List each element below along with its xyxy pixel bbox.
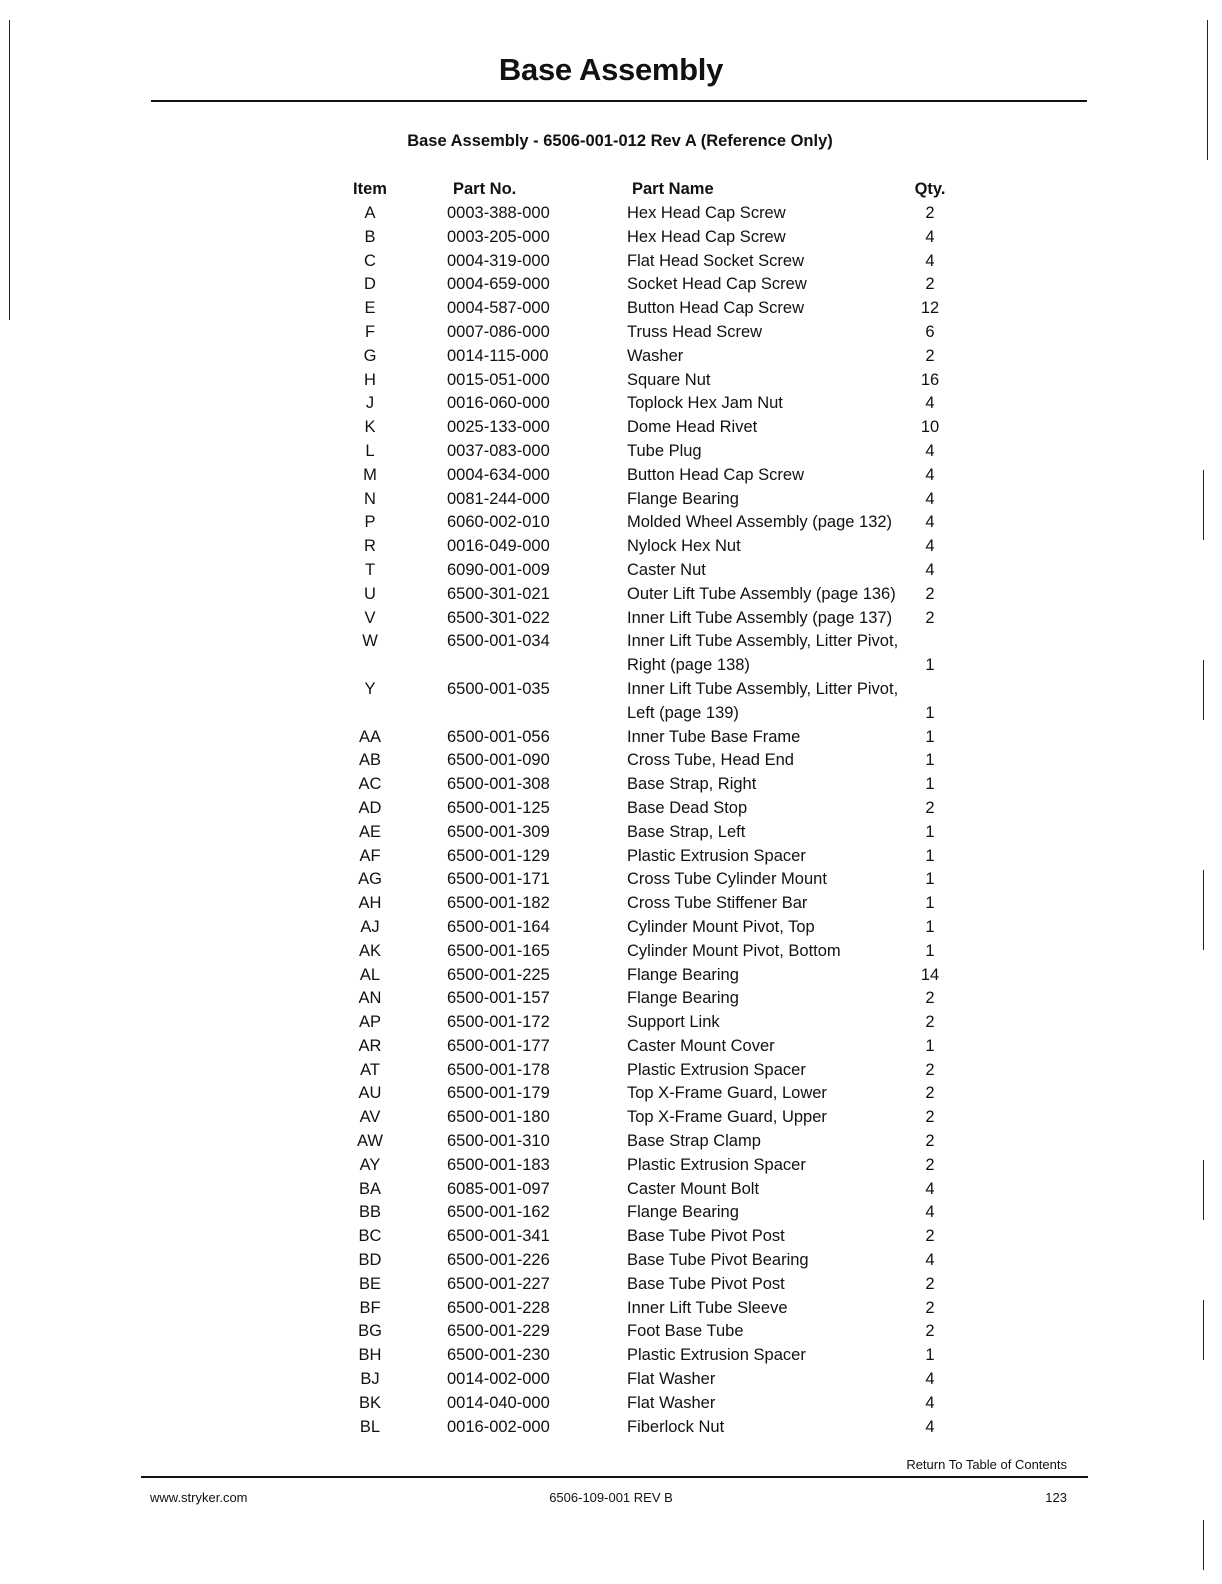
table-row: [0, 989, 1222, 1013]
cell-part-name: Fiberlock Nut: [627, 1417, 725, 1436]
cell-part-no: 0037-083-000: [447, 441, 550, 460]
table-row: [0, 728, 1222, 752]
cell-part-no: 6500-001-341: [447, 1227, 550, 1246]
cell-part-no: 6500-001-179: [447, 1084, 550, 1103]
cell-item: BE: [358, 1274, 381, 1293]
cell-part-name: Base Strap, Left: [627, 822, 746, 841]
cell-item: E: [364, 299, 376, 318]
table-row: [0, 561, 1222, 585]
cell-item: BA: [358, 1179, 381, 1198]
cell-qty: 4: [925, 1370, 935, 1389]
cell-qty: 1: [925, 941, 935, 960]
cell-qty: 12: [920, 299, 940, 318]
cell-qty: 1: [925, 751, 935, 770]
cell-part-no: 6500-001-180: [447, 1108, 550, 1127]
table-row: [0, 942, 1222, 966]
cell-part-no: 6060-002-010: [447, 513, 550, 532]
cell-part-name: Caster Mount Bolt: [627, 1179, 760, 1198]
cell-item: G: [363, 346, 377, 365]
cell-item: AG: [358, 870, 382, 889]
cell-part-no: 6500-001-309: [447, 822, 550, 841]
cell-qty: 4: [925, 1417, 935, 1436]
cell-item: BL: [359, 1417, 381, 1436]
cell-part-name: Truss Head Screw: [627, 322, 763, 341]
cell-part-name: Toplock Hex Jam Nut: [627, 394, 783, 413]
cell-item: N: [364, 489, 376, 508]
cell-part-no: 0004-659-000: [447, 275, 550, 294]
cell-item: AL: [359, 965, 381, 984]
cell-part-name: Hex Head Cap Screw: [627, 227, 786, 246]
cell-qty: 6: [925, 322, 935, 341]
cell-qty: 2: [925, 798, 935, 817]
cell-part-no: 6500-001-056: [447, 727, 550, 746]
cell-item: M: [363, 465, 377, 484]
cell-part-name: Base Strap Clamp: [627, 1132, 761, 1151]
cell-item: V: [364, 608, 376, 627]
scan-edge-mark: [1203, 870, 1204, 950]
column-header-part-name: Part Name: [632, 180, 714, 198]
cell-part-no: 6500-001-183: [447, 1155, 550, 1174]
cell-part-name: Base Strap, Right: [627, 775, 757, 794]
cell-part-no: 6500-001-129: [447, 846, 550, 865]
cell-part-name: Foot Base Tube: [627, 1322, 744, 1341]
cell-item: R: [364, 537, 376, 556]
cell-part-name: Cross Tube Cylinder Mount: [627, 870, 827, 889]
cell-part-name: Top X-Frame Guard, Upper: [627, 1108, 827, 1127]
cell-item: A: [364, 204, 376, 222]
table-row: [0, 252, 1222, 276]
cell-item: T: [364, 560, 376, 579]
cell-item: BD: [358, 1251, 382, 1270]
cell-part-name: Flange Bearing: [627, 965, 739, 984]
cell-part-no: 6085-001-097: [447, 1179, 550, 1198]
cell-qty: 10: [920, 418, 940, 437]
cell-part-no: 6500-001-090: [447, 751, 550, 770]
cell-qty: 1: [925, 775, 935, 794]
return-to-toc-link[interactable]: Return To Table of Contents: [906, 1457, 1067, 1472]
table-row: [0, 537, 1222, 561]
table-row: [0, 442, 1222, 466]
cell-part-name: Base Tube Pivot Post: [627, 1227, 785, 1246]
cell-part-name: Flange Bearing: [627, 489, 739, 508]
cell-item: C: [364, 251, 376, 270]
column-header-part-no: Part No.: [453, 180, 517, 198]
table-row: [0, 371, 1222, 395]
cell-item: AR: [358, 1036, 382, 1055]
cell-part-name: Caster Nut: [627, 560, 706, 579]
table-row: [0, 1370, 1222, 1394]
cell-part-no: 6500-001-177: [447, 1036, 550, 1055]
cell-part-name: Hex Head Cap Screw: [627, 204, 786, 222]
cell-part-name: Flat Washer: [627, 1370, 716, 1389]
cell-qty: 2: [925, 1298, 935, 1317]
cell-part-no: 0014-040-000: [447, 1393, 550, 1412]
column-header-item: Item: [353, 180, 387, 198]
cell-part-no: 0003-205-000: [447, 227, 550, 246]
cell-part-no: 6500-001-157: [447, 989, 550, 1008]
cell-qty: 4: [925, 1179, 935, 1198]
cell-part-name: Inner Lift Tube Assembly (page 137): [627, 608, 893, 627]
table-row: [0, 1132, 1222, 1156]
cell-qty: 2: [925, 1084, 935, 1103]
table-row: [0, 799, 1222, 823]
table-row: [0, 418, 1222, 442]
cell-qty: 2: [925, 1274, 935, 1293]
cell-qty: 2: [925, 275, 935, 294]
cell-part-name: Plastic Extrusion Spacer: [627, 1346, 806, 1365]
cell-item: J: [365, 394, 375, 413]
cell-part-name: Cross Tube Stiffener Bar: [627, 894, 808, 913]
cell-part-no: 6500-001-310: [447, 1132, 550, 1151]
table-row: [0, 1108, 1222, 1132]
cell-qty: 1: [925, 870, 935, 889]
table-row: [0, 1037, 1222, 1061]
cell-item: H: [364, 370, 376, 389]
table-row: [0, 775, 1222, 799]
cell-qty: 4: [925, 1203, 935, 1222]
cell-item: AJ: [360, 917, 380, 936]
cell-item: BG: [358, 1322, 382, 1341]
cell-qty: 1: [925, 846, 935, 865]
cell-part-no: 0004-587-000: [447, 299, 550, 318]
table-row: [0, 323, 1222, 347]
cell-part-no: 0007-086-000: [447, 322, 550, 341]
cell-item: AK: [358, 941, 381, 960]
table-row: [0, 1251, 1222, 1275]
table-row: [0, 275, 1222, 299]
cell-qty: 14: [920, 965, 940, 984]
cell-part-no: 6500-001-164: [447, 917, 550, 936]
table-row: [0, 513, 1222, 537]
cell-part-name: Plastic Extrusion Spacer: [627, 846, 806, 865]
cell-item: Y: [364, 679, 376, 698]
cell-qty: 4: [925, 227, 935, 246]
cell-item: AP: [358, 1013, 381, 1032]
cell-part-no: 0081-244-000: [447, 489, 550, 508]
table-row: [0, 1203, 1222, 1227]
cell-qty: 2: [925, 204, 935, 222]
cell-qty: 2: [925, 608, 935, 627]
cell-qty: 1: [925, 703, 935, 722]
cell-part-name: Inner Lift Tube Assembly, Litter Pivot,: [627, 679, 899, 698]
cell-qty: 4: [925, 560, 935, 579]
cell-item: BB: [358, 1203, 381, 1222]
cell-qty: 2: [925, 1132, 935, 1151]
scan-edge-mark: [1203, 1160, 1204, 1220]
table-row: [0, 1084, 1222, 1108]
table-row: [0, 1346, 1222, 1370]
cell-part-no: 6500-001-227: [447, 1274, 550, 1293]
cell-part-name: Plastic Extrusion Spacer: [627, 1155, 806, 1174]
cell-item: W: [362, 632, 378, 651]
table-row: [0, 1394, 1222, 1418]
cell-part-no: 6500-001-171: [447, 870, 550, 889]
table-row: [0, 918, 1222, 942]
parts-table: [0, 180, 1222, 1441]
cell-item: P: [364, 513, 376, 532]
cell-part-name: Caster Mount Cover: [627, 1036, 775, 1055]
cell-part-name: Right (page 138): [627, 656, 750, 675]
table-row: [0, 1180, 1222, 1204]
cell-item: BH: [358, 1346, 382, 1365]
cell-part-no: 0003-388-000: [447, 204, 550, 222]
cell-qty: 16: [920, 370, 940, 389]
cell-part-no: 6090-001-009: [447, 560, 550, 579]
cell-item: L: [365, 441, 375, 460]
cell-part-name: Base Dead Stop: [627, 798, 748, 817]
table-row: [0, 966, 1222, 990]
cell-part-name: Cylinder Mount Pivot, Top: [627, 917, 815, 936]
cell-qty: 2: [925, 346, 935, 365]
cell-item: F: [364, 322, 376, 341]
table-row: [0, 1299, 1222, 1323]
cell-part-name: Base Tube Pivot Post: [627, 1274, 785, 1293]
cell-qty: 4: [925, 441, 935, 460]
table-row: [0, 704, 1222, 728]
cell-item: AH: [358, 894, 382, 913]
scan-edge-mark: [1203, 660, 1204, 720]
cell-part-no: 6500-301-022: [447, 608, 550, 627]
cell-part-no: 0016-002-000: [447, 1417, 550, 1436]
table-row: [0, 1275, 1222, 1299]
page-title: Base Assembly: [498, 52, 724, 87]
cell-part-name: Top X-Frame Guard, Lower: [627, 1084, 827, 1103]
cell-item: AN: [358, 989, 382, 1008]
table-row: [0, 823, 1222, 847]
cell-part-name: Tube Plug: [627, 441, 702, 460]
cell-part-no: 6500-001-035: [447, 679, 550, 698]
cell-item: AY: [359, 1155, 381, 1174]
cell-part-name: Left (page 139): [627, 703, 739, 722]
cell-part-name: Socket Head Cap Screw: [627, 275, 807, 294]
table-row: [0, 1061, 1222, 1085]
cell-part-no: 6500-001-229: [447, 1322, 550, 1341]
cell-part-no: 0014-115-000: [447, 346, 549, 365]
footer-doc-number: 6506-109-001 REV B: [549, 1490, 673, 1505]
table-row: [0, 609, 1222, 633]
column-header-qty: Qty.: [914, 180, 946, 198]
cell-part-no: 0025-133-000: [447, 418, 550, 437]
cell-part-no: 6500-001-226: [447, 1251, 550, 1270]
cell-qty: 1: [925, 917, 935, 936]
cell-part-name: Cross Tube, Head End: [627, 751, 794, 770]
cell-part-name: Molded Wheel Assembly (page 132): [627, 513, 893, 532]
cell-part-name: Inner Tube Base Frame: [627, 727, 801, 746]
cell-part-no: 6500-001-308: [447, 775, 550, 794]
cell-qty: 2: [925, 584, 935, 603]
cell-part-no: 6500-001-172: [447, 1013, 550, 1032]
bottom-rule: [141, 1476, 1088, 1478]
cell-part-name: Base Tube Pivot Bearing: [627, 1251, 809, 1270]
table-row: [0, 894, 1222, 918]
cell-part-no: 0004-634-000: [447, 465, 550, 484]
cell-qty: 1: [925, 727, 935, 746]
cell-item: AV: [359, 1108, 381, 1127]
footer-page-number: 123: [1045, 1490, 1067, 1505]
cell-part-name: Nylock Hex Nut: [627, 537, 741, 556]
cell-qty: 2: [925, 989, 935, 1008]
scan-edge-mark: [1203, 1520, 1204, 1570]
table-row: [0, 656, 1222, 680]
scan-edge-mark: [9, 20, 10, 320]
cell-part-name: Plastic Extrusion Spacer: [627, 1060, 806, 1079]
cell-qty: 2: [925, 1322, 935, 1341]
table-row: [0, 1322, 1222, 1346]
cell-part-no: 0016-060-000: [447, 394, 550, 413]
cell-part-name: Button Head Cap Screw: [627, 299, 805, 318]
scan-edge-mark: [1203, 1300, 1204, 1360]
cell-item: AB: [358, 751, 381, 770]
cell-item: AF: [359, 846, 381, 865]
cell-item: BK: [358, 1393, 381, 1412]
table-row: [0, 228, 1222, 252]
cell-qty: 4: [925, 251, 935, 270]
cell-qty: 1: [925, 1036, 935, 1055]
cell-part-no: 6500-001-125: [447, 798, 550, 817]
cell-qty: 4: [925, 537, 935, 556]
table-row: [0, 394, 1222, 418]
scan-edge-mark: [1207, 20, 1208, 160]
cell-part-no: 6500-001-162: [447, 1203, 550, 1222]
cell-item: AD: [358, 798, 382, 817]
table-row: [0, 1418, 1222, 1442]
cell-item: BC: [358, 1227, 382, 1246]
cell-part-name: Washer: [627, 346, 684, 365]
cell-qty: 2: [925, 1013, 935, 1032]
table-row: [0, 1227, 1222, 1251]
table-row: [0, 751, 1222, 775]
table-row: [0, 347, 1222, 371]
cell-qty: 1: [925, 1346, 935, 1365]
cell-part-name: Flange Bearing: [627, 989, 739, 1008]
cell-part-no: 6500-001-165: [447, 941, 550, 960]
cell-qty: 4: [925, 489, 935, 508]
cell-qty: 2: [925, 1227, 935, 1246]
cell-part-no: 6500-001-182: [447, 894, 550, 913]
cell-part-name: Cylinder Mount Pivot, Bottom: [627, 941, 841, 960]
cell-part-name: Flat Head Socket Screw: [627, 251, 804, 270]
cell-item: AT: [360, 1060, 380, 1079]
table-row: [0, 1013, 1222, 1037]
table-row: [0, 632, 1222, 656]
table-row: [0, 490, 1222, 514]
cell-qty: 4: [925, 1393, 935, 1412]
table-body: [0, 204, 1222, 1441]
table-row: [0, 585, 1222, 609]
cell-qty: 2: [925, 1060, 935, 1079]
cell-item: BF: [359, 1298, 381, 1317]
cell-qty: 1: [925, 894, 935, 913]
table-title: Base Assembly - 6506-001-012 Rev A (Reference Only): [407, 132, 833, 150]
table-row: [0, 466, 1222, 490]
top-rule: [151, 100, 1087, 102]
cell-qty: 4: [925, 394, 935, 413]
cell-item: K: [364, 418, 376, 437]
cell-part-name: Inner Lift Tube Assembly, Litter Pivot,: [627, 632, 899, 651]
cell-qty: 4: [925, 1251, 935, 1270]
table-row: [0, 847, 1222, 871]
cell-part-no: 6500-001-228: [447, 1298, 550, 1317]
cell-item: AE: [358, 822, 381, 841]
cell-part-name: Outer Lift Tube Assembly (page 136): [627, 584, 896, 603]
cell-part-no: 6500-001-230: [447, 1346, 550, 1365]
table-row: [0, 680, 1222, 704]
cell-item: D: [364, 275, 376, 294]
table-row: [0, 299, 1222, 323]
footer-website: www.stryker.com: [150, 1490, 248, 1505]
cell-part-no: 6500-301-021: [447, 584, 550, 603]
cell-part-no: 0004-319-000: [447, 251, 550, 270]
cell-part-no: 0015-051-000: [447, 370, 550, 389]
table-header-row: [0, 180, 1222, 204]
cell-part-name: Dome Head Rivet: [627, 418, 758, 437]
table-row: [0, 1156, 1222, 1180]
cell-item: AW: [357, 1132, 383, 1151]
cell-qty: 1: [925, 822, 935, 841]
cell-item: U: [364, 584, 376, 603]
cell-part-name: Inner Lift Tube Sleeve: [627, 1298, 788, 1317]
cell-part-name: Flat Washer: [627, 1393, 716, 1412]
cell-part-no: 0014-002-000: [447, 1370, 550, 1389]
cell-part-no: 6500-001-225: [447, 965, 550, 984]
cell-item: BJ: [360, 1370, 380, 1389]
table-row: [0, 870, 1222, 894]
cell-item: AC: [358, 775, 382, 794]
cell-part-no: 6500-001-178: [447, 1060, 550, 1079]
table-row: [0, 204, 1222, 228]
scan-edge-mark: [1203, 470, 1204, 540]
cell-item: AU: [358, 1084, 382, 1103]
cell-qty: 2: [925, 1108, 935, 1127]
cell-part-no: 0016-049-000: [447, 537, 550, 556]
cell-part-name: Flange Bearing: [627, 1203, 739, 1222]
cell-part-name: Square Nut: [627, 370, 711, 389]
cell-part-name: Button Head Cap Screw: [627, 465, 805, 484]
cell-qty: 4: [925, 465, 935, 484]
cell-item: B: [364, 227, 376, 246]
cell-part-no: 6500-001-034: [447, 632, 550, 651]
cell-qty: 4: [925, 513, 935, 532]
cell-part-name: Support Link: [627, 1013, 720, 1032]
cell-qty: 2: [925, 1155, 935, 1174]
cell-item: AA: [358, 727, 381, 746]
cell-qty: 1: [925, 656, 935, 675]
